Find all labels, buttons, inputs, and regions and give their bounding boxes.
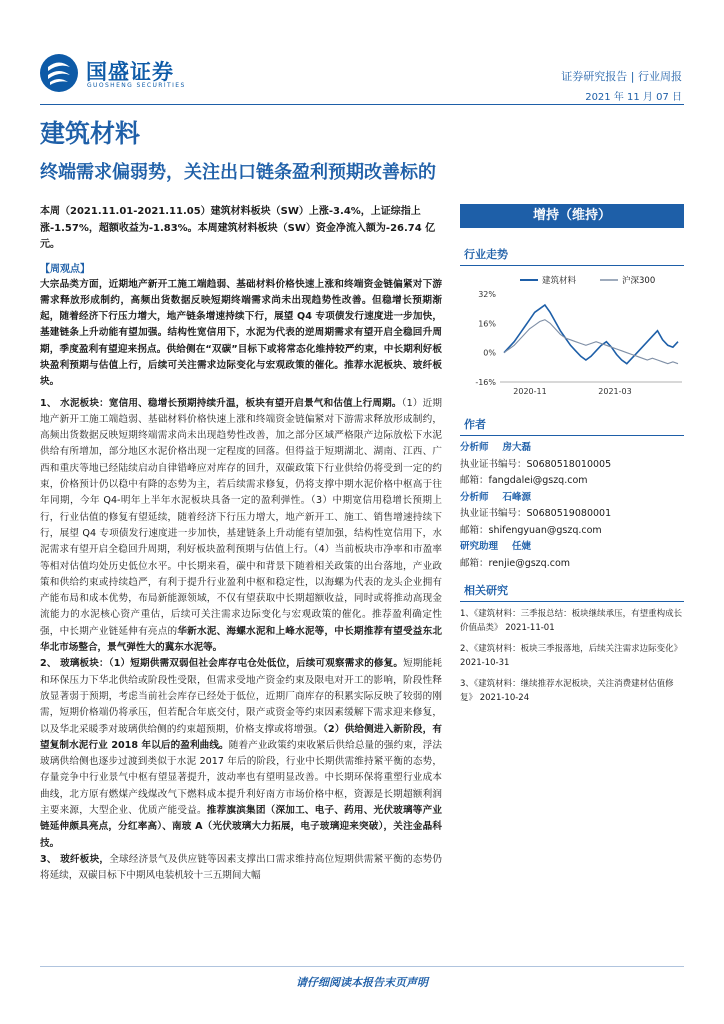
logo-text-cn: 国盛证券 (86, 60, 174, 84)
author-1 (460, 440, 684, 490)
main-content (40, 204, 442, 884)
trend-chart (460, 270, 684, 410)
section-fiberglass-body: 全球经济景气及供应链等因素支撑出口需求维持高位短期供需紧平衡的态势仍将延续，双碳目标下中期风电装机较十三五期间大幅 (40, 853, 443, 882)
logo-mark-icon (40, 54, 78, 92)
related-section-title: 相关研究 (460, 578, 684, 602)
x-tick-label: 2020-11 (513, 387, 547, 396)
related-item-title: 2、《建筑材料：板块三季报落地，后续关注需求边际变化》 (460, 644, 683, 654)
y-tick-label: 0% (483, 348, 496, 358)
email-label: 邮箱： (460, 524, 489, 536)
email-label: 邮箱： (460, 475, 489, 486)
trend-section-title: 行业走势 (460, 242, 684, 266)
section-glass (40, 656, 442, 852)
page-title: 建筑材料 (40, 119, 141, 148)
section-cement-heading: 1、 水泥板块：宽信用、稳增长预期持续升温，板块有望开启景气和估值上行周期。 (40, 397, 402, 409)
footer-divider (40, 966, 684, 967)
cert-label: 执业证书编号： (460, 508, 527, 519)
cert-number: S0680519080001 (526, 508, 612, 519)
related-item-date: 2021-10-24 (479, 692, 530, 703)
cert-number: S0680518010005 (526, 458, 612, 470)
authors-section-title: 作者 (460, 412, 684, 436)
author-email-link[interactable]: shifengyuan@gszq.com (488, 524, 602, 536)
section-fiberglass-heading: 3、 玻纤板块， (40, 853, 110, 865)
weekly-summary: 本周（2021.11.01-2021.11.05）建筑材料板块（SW）上涨-3.4%，上证综指上涨-1.57%，超额收益为-1.83%。本周建筑材料板块（SW）资金净流入额为-26.74 亿元。 (40, 206, 436, 250)
author-email-link[interactable]: fangdalei@gszq.com (488, 475, 588, 486)
legend-label-building-materials: 建筑材料 (542, 276, 577, 286)
author-3 (460, 539, 684, 572)
company-logo (40, 54, 190, 94)
section-cement-body: （1）近期地产新开工施工端趋弱、基础材料价格快速上涨和终端资金链偏紧对下游需求释放形成制约，高频出货数据反映短期终端需求尚未出现趋势性改善，加之部分区域严格限产边际放松下水泥供给有所增加，部分地区水泥价格出现一定程度的回落。但得益于短期湖北、湖南、江西、广西和重庆等地已经陆续启动自律错峰应对库存的回升，双碳政策下行业供给仍将受到一定的约束，价格预计仍以稳中有降的态势为主，若后续需求修复，仍将支撑中期水泥价格中枢高于往年同期，今年 Q4-明年上半年水泥板块具备一定的盈利弹性。（3）中期宽信用稳增长预期上行，行业估值的修复有望延续，随着经济下行压力增大，地产新开工、施工、销售增速持续下行，展望 Q4 专项债发行速度进一步加快，基建链条上升动能有望加强，结构性宽信用下，水泥需求有望开启全稳回升周期，利好板块盈利预期与估值上行。（4）当前板块市净率和市盈率等相对估值均处历史低位水平。中长期来看，碳中和背景下随着相关政策的出台落地，产业政策和供给约束或持续趋严，有利于提升行业盈利中枢和稳定性，以海螺为代表的龙头企业拥有产能布局和成本优势，布局新能源领域，不仅有望获取中长期超额收益，同时或将推动高现金流能力的水泥核心资产重估，后续可关注需求边际变化与宏观政策的催化。推荐盈利确定性强，中长期产业链延伸有亮点的 (40, 397, 442, 637)
y-tick-label: 32% (478, 290, 496, 299)
x-tick-label: 2021-03 (598, 387, 632, 396)
section-glass-tail: 推荐旗滨集团（深加工、电子、药用、光伏玻璃等产业链延伸颇具亮点，分红率高）、南玻 A（光伏玻璃大力拓展，电子玻璃迎来突破），关注金晶科技。 (40, 805, 443, 849)
logo-text-en: GUOSHENG SECURITIES (87, 82, 186, 89)
related-item-date: 2021-11-01 (505, 622, 555, 633)
overview-paragraph: 大宗品类方面，近期地产新开工施工端趋弱、基础材料价格快速上涨和终端资金链偏紧对下游需求释放形成制约，高频出货数据反映短期终端需求尚未出现趋势性改善。但稳增长预期渐起，随着经济下行压力增大，地产链条增速持续下行，展望 Q4 专项债发行速度进一步加快，基建链条上升动能有望加强。结构性宽信用下，水泥为代表的逆周期需求有望开启全稳回升周期，季度盈利有望迎来拐点。供给侧在“双碳”目标下或将常态化维持较严约束，中长期利好板块盈利预期与估值上行，后续可关注需求边际变化与宏观政策的催化。推荐水泥板块、玻纤板块。 (40, 278, 442, 388)
author-email-link[interactable]: renjie@gszq.com (488, 557, 571, 569)
author-name: 房大磊 (502, 442, 532, 453)
sidebar (460, 204, 684, 713)
related-item-date: 2021-10-31 (460, 657, 510, 668)
section-glass-heading-2: （2）供给侧进入新阶段，有望复制水泥行业 2018 年以后的盈利曲线。 (40, 723, 443, 751)
related-list (460, 608, 684, 705)
section-fiberglass (40, 852, 442, 885)
trend-chart-svg (460, 270, 684, 410)
series-line-building-materials (504, 305, 678, 364)
report-date: 2021 年 11 月 07 日 (585, 92, 682, 103)
author-role: 分析师 (460, 491, 489, 503)
header-divider (40, 104, 684, 105)
author-name: 石峰源 (502, 491, 532, 503)
section-glass-heading: 2、 玻璃板块：（1）短期供需双弱但社会库存屯仓处低位，后续可观察需求的修复。 (40, 658, 404, 670)
y-tick-label: -16% (475, 378, 496, 387)
author-name: 任婕 (512, 541, 532, 552)
rating-badge: 增持（维持） (460, 204, 684, 228)
related-item[interactable] (460, 643, 684, 670)
author-2 (460, 490, 684, 540)
author-list (460, 440, 684, 572)
related-item-title: 3、《建筑材料：继续推荐水泥板块，关注消费建材估值修复》 (460, 679, 674, 703)
related-item[interactable] (460, 608, 684, 635)
author-role: 分析师 (460, 442, 489, 453)
y-tick-label: 16% (478, 319, 496, 329)
cert-label: 执业证书编号： (460, 458, 527, 470)
email-label: 邮箱： (460, 557, 489, 569)
related-item[interactable] (460, 678, 684, 705)
author-role: 研究助理 (460, 541, 499, 552)
section-glass-body: 短期能耗和环保压力下华北供给或阶段性受限，但需求受地产资金约束及限电对开工的影响，阶段性释放显著弱于预期，考虑当前社会库存已经处于低位，近期厂商库存的积累实际反映了较弱的刚需，短期价格端仍将承压，但若配合年底交付，限产或资金等约束因素缓解下需求迎来修复，以及华北采暖季对玻璃供给侧的约束超预期，价格支撑或将增强。 (40, 658, 443, 735)
legend-label-csi300: 沪深300 (622, 276, 656, 286)
section-cement (40, 396, 442, 657)
related-item-title: 1、《建筑材料：三季报总结：板块继续承压，有望重构成长价值品类》 (460, 609, 683, 633)
weekly-view-tag: 【周观点】 (40, 263, 90, 275)
report-type: 证券研究报告 | 行业周报 (561, 70, 682, 83)
section-glass-body-2: 随着产业政策约束收紧后供给总量的强约束，浮法玻璃供给侧也逐步过渡到类似于水泥 2017 年后的阶段，行业中长期供需维持紧平衡的态势，存量竞争中行业景气中枢有望显著提升，波动率也有望明显改善。中长期环保将重塑行业成本曲线，北方原有燃煤产线煤改气下燃料成本提升利好南方市场价格中枢，资源是长期超额利润主要来源，大型企业、优质产能受益。 (40, 739, 442, 816)
page-subtitle: 终端需求偏弱势，关注出口链条盈利预期改善标的 (40, 162, 436, 183)
section-cement-tail: 华新水泥、海螺水泥和上峰水泥等，中长期推荐有望受益东北华北市场整合，景气弹性大的冀东水泥等。 (40, 625, 443, 654)
footer-disclaimer: 请仔细阅读本报告末页声明 (296, 976, 428, 989)
